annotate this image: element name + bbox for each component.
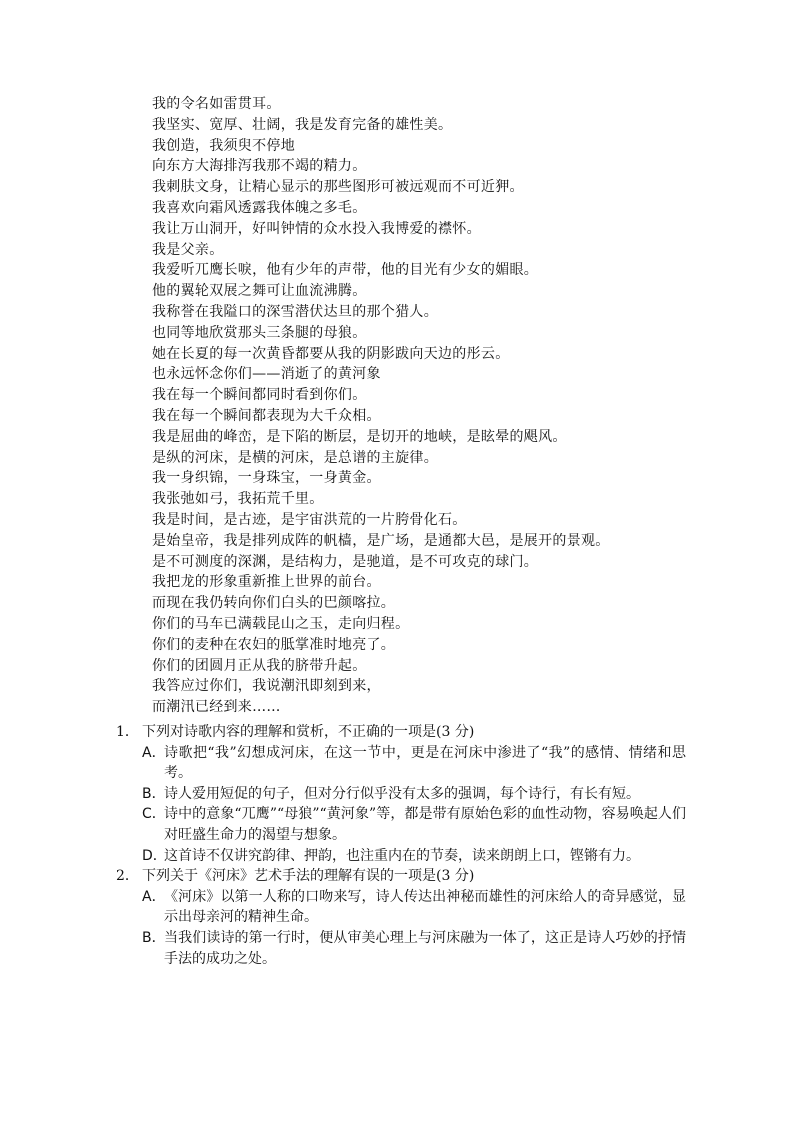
poem-line: 他的翼轮双展之舞可让血流沸腾。 bbox=[152, 283, 367, 300]
option-text: 当我们读诗的第一行时，便从审美心理上与河床融为一体了，这正是诗人巧妙的抒情手法的成功之处。 bbox=[164, 929, 686, 967]
question-stem-text: 下列关于《河床》艺术手法的理解有误的一项是(3 分) bbox=[142, 868, 475, 885]
poem-line: 是不可测度的深渊，是结构力，是驰道，是不可攻克的球门。 bbox=[152, 553, 539, 570]
poem-line: 我爱听兀鹰长唳，他有少年的声带，他的目光有少女的媚眼。 bbox=[152, 262, 539, 279]
question-number: 1． bbox=[116, 724, 139, 740]
poem-line: 是始皇帝，我是排列成阵的帆樯，是广场，是通都大邑，是展开的景观。 bbox=[152, 532, 610, 549]
poem-line: 我在每一个瞬间都同时看到你们。 bbox=[152, 387, 367, 404]
poem-line: 我创造，我须臾不停地 bbox=[152, 137, 295, 154]
option-text: 《河床》以第一人称的口吻来写，诗人传达出神秘而雄性的河床给人的奇异感觉，显示出母亲河的精神生命。 bbox=[164, 888, 686, 926]
option-text: 这首诗不仅讲究韵律、押韵，也注重内在的节奏，读来朗朗上口，铿锵有力。 bbox=[164, 847, 640, 864]
poem-text bbox=[152, 94, 610, 718]
answer-option bbox=[142, 887, 686, 928]
poem-line: 向东方大海排泻我那不竭的精力。 bbox=[152, 158, 367, 175]
poem-line: 我让万山洞开，好叫钟情的众水投入我博爱的襟怀。 bbox=[152, 220, 481, 237]
option-letter: A． bbox=[142, 744, 166, 761]
question bbox=[116, 866, 686, 969]
question bbox=[116, 722, 686, 866]
question-stem bbox=[116, 866, 686, 887]
poem-line: 我坚实、宽厚、壮阔，我是发育完备的雄性美。 bbox=[152, 116, 453, 133]
question-section bbox=[116, 722, 686, 969]
option-letter: B． bbox=[142, 785, 166, 802]
poem-line: 而现在我仍转向你们白头的巴颜喀拉。 bbox=[152, 595, 396, 612]
question-stem bbox=[116, 722, 686, 743]
poem-line: 她在长夏的每一次黄昏都要从我的阴影跋向天边的彤云。 bbox=[152, 345, 510, 362]
option-text: 诗中的意象“兀鹰”“母狼”“黄河象”等，都是带有原始色彩的血性动物，容易唤起人们对旺盛生命力的渴望与想象。 bbox=[164, 806, 686, 843]
option-text: 诗歌把“我”幻想成河床，在这一节中，更是在河床中渗进了“我”的感情、情绪和思考。 bbox=[164, 744, 686, 782]
poem-line: 我一身织锦，一身珠宝，一身黄金。 bbox=[152, 470, 381, 487]
poem-line: 我是时间，是古迹，是宇宙洪荒的一片胯骨化石。 bbox=[152, 511, 467, 528]
poem-line: 我的令名如雷贯耳。 bbox=[152, 96, 281, 112]
question-number: 2． bbox=[116, 868, 139, 885]
poem-line: 我把龙的形象重新推上世界的前台。 bbox=[152, 574, 381, 591]
poem-line: 我是父亲。 bbox=[152, 241, 224, 258]
poem-line: 也永远怀念你们——消逝了的黄河象 bbox=[152, 366, 381, 383]
poem-line: 我在每一个瞬间都表现为大千众相。 bbox=[152, 407, 381, 424]
answer-option bbox=[142, 846, 686, 867]
option-text: 诗人爱用短促的句子，但对分行似乎没有太多的强调，每个诗行，有长有短。 bbox=[164, 785, 640, 802]
poem-line: 是纵的河床，是横的河床，是总谱的主旋律。 bbox=[152, 449, 438, 466]
question-stem-text: 下列对诗歌内容的理解和赏析，不正确的一项是(3 分) bbox=[142, 724, 475, 740]
poem-line: 你们的团圆月正从我的脐带升起。 bbox=[152, 657, 367, 674]
poem-line: 也同等地欣赏那头三条腿的母狼。 bbox=[152, 324, 367, 341]
poem-line: 我喜欢向霜风透露我体魄之多毛。 bbox=[152, 199, 367, 216]
poem-line: 我称誉在我隘口的深雪潜伏达旦的那个猎人。 bbox=[152, 303, 438, 320]
poem-line: 我答应过你们，我说潮汛即刻到来， bbox=[152, 678, 381, 695]
option-letter: A． bbox=[142, 888, 166, 905]
poem-line: 你们的麦种在农妇的胝掌准时地亮了。 bbox=[152, 636, 396, 653]
poem-line: 我刺肤文身，让精心显示的那些图形可被远观而不可近狎。 bbox=[152, 179, 524, 196]
answer-option bbox=[142, 784, 686, 805]
poem-line: 你们的马车已满载昆山之玉，走向归程。 bbox=[152, 615, 410, 632]
option-letter: B． bbox=[142, 929, 166, 946]
poem-line: 我是屈曲的峰峦，是下陷的断层，是切开的地峡，是眩晕的飓风。 bbox=[152, 428, 567, 445]
option-letter: C． bbox=[142, 806, 166, 823]
answer-option bbox=[142, 804, 686, 845]
option-letter: D． bbox=[142, 847, 167, 864]
poem-line: 我张弛如弓，我拓荒千里。 bbox=[152, 491, 324, 508]
answer-option bbox=[142, 743, 686, 784]
answer-option bbox=[142, 928, 686, 969]
poem-line: 而潮汛已经到来…… bbox=[152, 699, 281, 716]
